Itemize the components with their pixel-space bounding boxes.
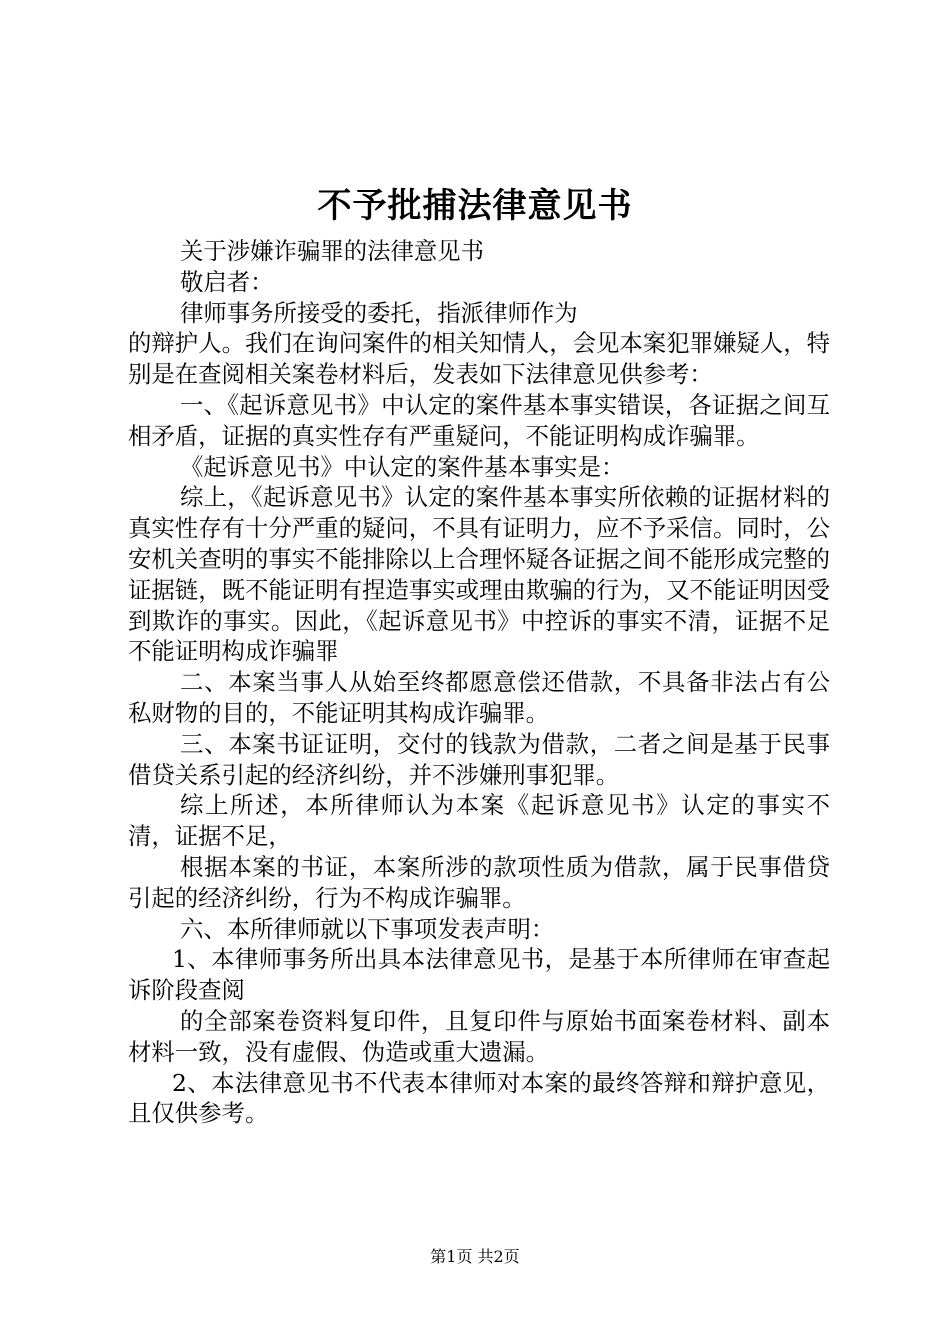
paragraph: 《起诉意见书》中认定的案件基本事实是：	[180, 452, 625, 481]
paragraph-summary: 综上，《起诉意见书》认定的案件基本事实所依赖的证据材料的真实性存有十分严重的疑问，不具有证明力，应不予采信。同时，公安机关查明的事实不能排除以上合理怀疑各证据之间不能形成完整的证据链，既不能证明有捏造事实或理由欺骗的行为，又不能证明因受到欺诈的事实。因此，《起诉意见书》中控诉的事实不清，证据不足不能证明构成诈骗罪	[128, 483, 830, 666]
paragraph-statement-1: 1、本律师事务所出具本法律意见书，是基于本所律师在审查起诉阶段查阅	[128, 945, 830, 1005]
paragraph: 的辩护人。我们在询问案件的相关知情人，会见本案犯罪嫌疑人，特别是在查阅相关案卷材料后，发表如下法律意见供参考：	[128, 329, 830, 389]
paragraph-subject: 关于涉嫌诈骗罪的法律意见书	[180, 237, 485, 265]
paragraph-statement-2: 2、本法律意见书不代表本律师对本案的最终答辩和辩护意见，且仅供参考。	[128, 1068, 830, 1128]
paragraph: 根据本案的书证，本案所涉的款项性质为借款，属于民事借贷引起的经济纠纷，行为不构成诈骗罪。	[128, 852, 830, 912]
paragraph-conclusion: 综上所述，本所律师认为本案《起诉意见书》认定的事实不清，证据不足，	[128, 791, 830, 851]
paragraph-point-two: 二、本案当事人从始至终都愿意偿还借款，不具备非法占有公私财物的目的，不能证明其构成诈骗罪。	[128, 668, 830, 727]
document-body	[128, 236, 830, 1129]
paragraph-salutation: 敬启者：	[180, 267, 274, 296]
paragraph: 律师事务所接受的委托，指派律师作为	[180, 298, 578, 327]
paragraph-point-three: 三、本案书证证明，交付的钱款为借款，二者之间是基于民事借贷关系引起的经济纠纷，并不涉嫌刑事犯罪。	[128, 729, 830, 789]
page-number: 第1页 共2页	[430, 1247, 520, 1266]
paragraph: 的全部案卷资料复印件，且复印件与原始书面案卷材料、副本材料一致，没有虚假、伪造或重大遗漏。	[128, 1006, 830, 1066]
document-title: 不予批捕法律意见书	[317, 186, 633, 226]
paragraph-point-one: 一、《起诉意见书》中认定的案件基本事实错误，各证据之间互相矛盾，证据的真实性存有严重疑问，不能证明构成诈骗罪。	[128, 390, 830, 450]
paragraph-statement-heading: 六、本所律师就以下事项发表声明：	[180, 914, 555, 943]
